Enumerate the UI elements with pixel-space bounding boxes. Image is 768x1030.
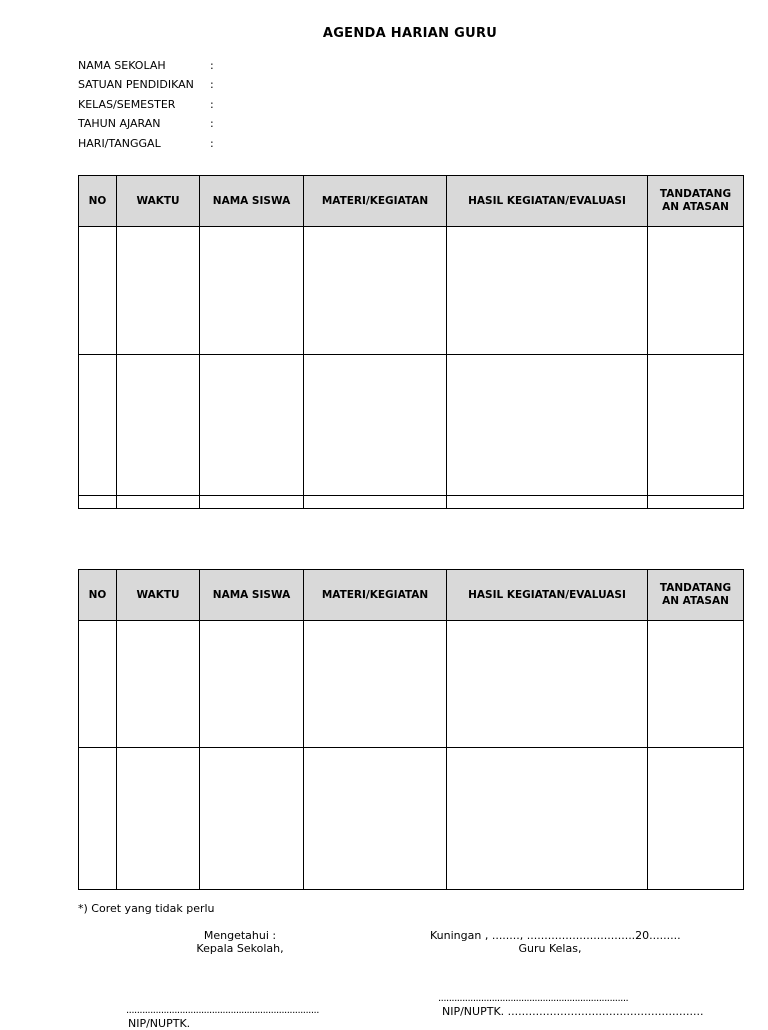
info-label: TAHUN AJARAN xyxy=(78,117,161,131)
table-row xyxy=(79,227,744,355)
document-title: AGENDA HARIAN GURU xyxy=(322,26,498,41)
table-cell xyxy=(79,227,117,355)
header-materi: MATERI/KEGIATAN xyxy=(304,570,447,621)
header-hasil: HASIL KEGIATAN/EVALUASI xyxy=(447,176,648,227)
info-colon: : xyxy=(210,136,214,150)
info-label: HARI/TANGGAL xyxy=(78,136,161,150)
table-cell xyxy=(117,227,200,355)
table-row xyxy=(79,496,744,509)
table-cell xyxy=(447,355,648,496)
info-colon: : xyxy=(210,78,214,92)
table-cell xyxy=(117,496,200,509)
info-row-kelas-semester xyxy=(78,97,214,116)
table-cell xyxy=(117,621,200,748)
right-signature-block xyxy=(400,929,700,955)
info-colon: : xyxy=(210,97,214,111)
left-signature-block xyxy=(150,929,330,955)
table-cell xyxy=(79,355,117,496)
table-cell xyxy=(648,355,744,496)
header-tandatangan: TANDATANG AN ATASAN xyxy=(648,570,744,621)
table-cell xyxy=(79,496,117,509)
header-materi: MATERI/KEGIATAN xyxy=(304,176,447,227)
info-row-nama-sekolah xyxy=(78,58,214,77)
table-cell xyxy=(200,621,304,748)
table-cell xyxy=(304,748,447,890)
info-label: NAMA SEKOLAH xyxy=(78,59,166,72)
header-nama-siswa: NAMA SISWA xyxy=(200,176,304,227)
info-colon: : xyxy=(210,59,214,72)
table-cell xyxy=(200,355,304,496)
header-waktu: WAKTU xyxy=(117,176,200,227)
info-label: KELAS/SEMESTER xyxy=(78,97,176,111)
agenda-table-1 xyxy=(78,175,744,509)
header-nama-siswa: NAMA SISWA xyxy=(200,570,304,621)
table-cell xyxy=(447,496,648,509)
table-cell xyxy=(304,355,447,496)
info-row-satuan-pendidikan xyxy=(78,77,214,96)
footnote: *) Coret yang tidak perlu xyxy=(78,902,215,915)
table-header-row xyxy=(79,570,744,621)
table-cell xyxy=(117,748,200,890)
table-cell xyxy=(117,355,200,496)
table-cell xyxy=(304,227,447,355)
table-cell xyxy=(200,748,304,890)
table-cell xyxy=(648,496,744,509)
info-label: SATUAN PENDIDIKAN xyxy=(78,78,194,92)
table-cell xyxy=(648,621,744,748)
header-waktu: WAKTU xyxy=(117,570,200,621)
right-signature-nip: NIP/NUPTK. ........................................................ xyxy=(442,1005,704,1018)
left-signature-nip: NIP/NUPTK. xyxy=(128,1017,191,1030)
header-tandatangan: TANDATANG AN ATASAN xyxy=(648,176,744,227)
left-signature-line2: Kepala Sekolah, xyxy=(196,942,284,955)
table-cell xyxy=(304,496,447,509)
info-row-hari-tanggal xyxy=(78,136,214,155)
table-cell xyxy=(447,748,648,890)
table-cell xyxy=(447,621,648,748)
table-cell xyxy=(447,227,648,355)
right-signature-dots: ....................................................................... xyxy=(438,993,629,1004)
table-header-row xyxy=(79,176,744,227)
left-signature-dots: ........................................................................ xyxy=(126,1005,319,1016)
table-cell xyxy=(200,227,304,355)
table-cell xyxy=(648,227,744,355)
right-signature-line2: Guru Kelas, xyxy=(518,942,582,955)
header-hasil: HASIL KEGIATAN/EVALUASI xyxy=(447,570,648,621)
agenda-table-2 xyxy=(78,569,744,890)
info-colon: : xyxy=(210,117,214,131)
table-row xyxy=(79,355,744,496)
header-no: NO xyxy=(79,570,117,621)
table-cell xyxy=(200,496,304,509)
table-cell xyxy=(304,621,447,748)
table-cell xyxy=(79,621,117,748)
table-cell xyxy=(648,748,744,890)
header-no: NO xyxy=(79,176,117,227)
table-row xyxy=(79,748,744,890)
table-cell xyxy=(79,748,117,890)
right-signature-line1: Kuningan , ........, ...............................20......... xyxy=(430,929,681,942)
info-row-tahun-ajaran xyxy=(78,116,214,135)
table-row xyxy=(79,621,744,748)
info-block xyxy=(78,58,214,155)
left-signature-line1: Mengetahui : xyxy=(203,929,277,942)
